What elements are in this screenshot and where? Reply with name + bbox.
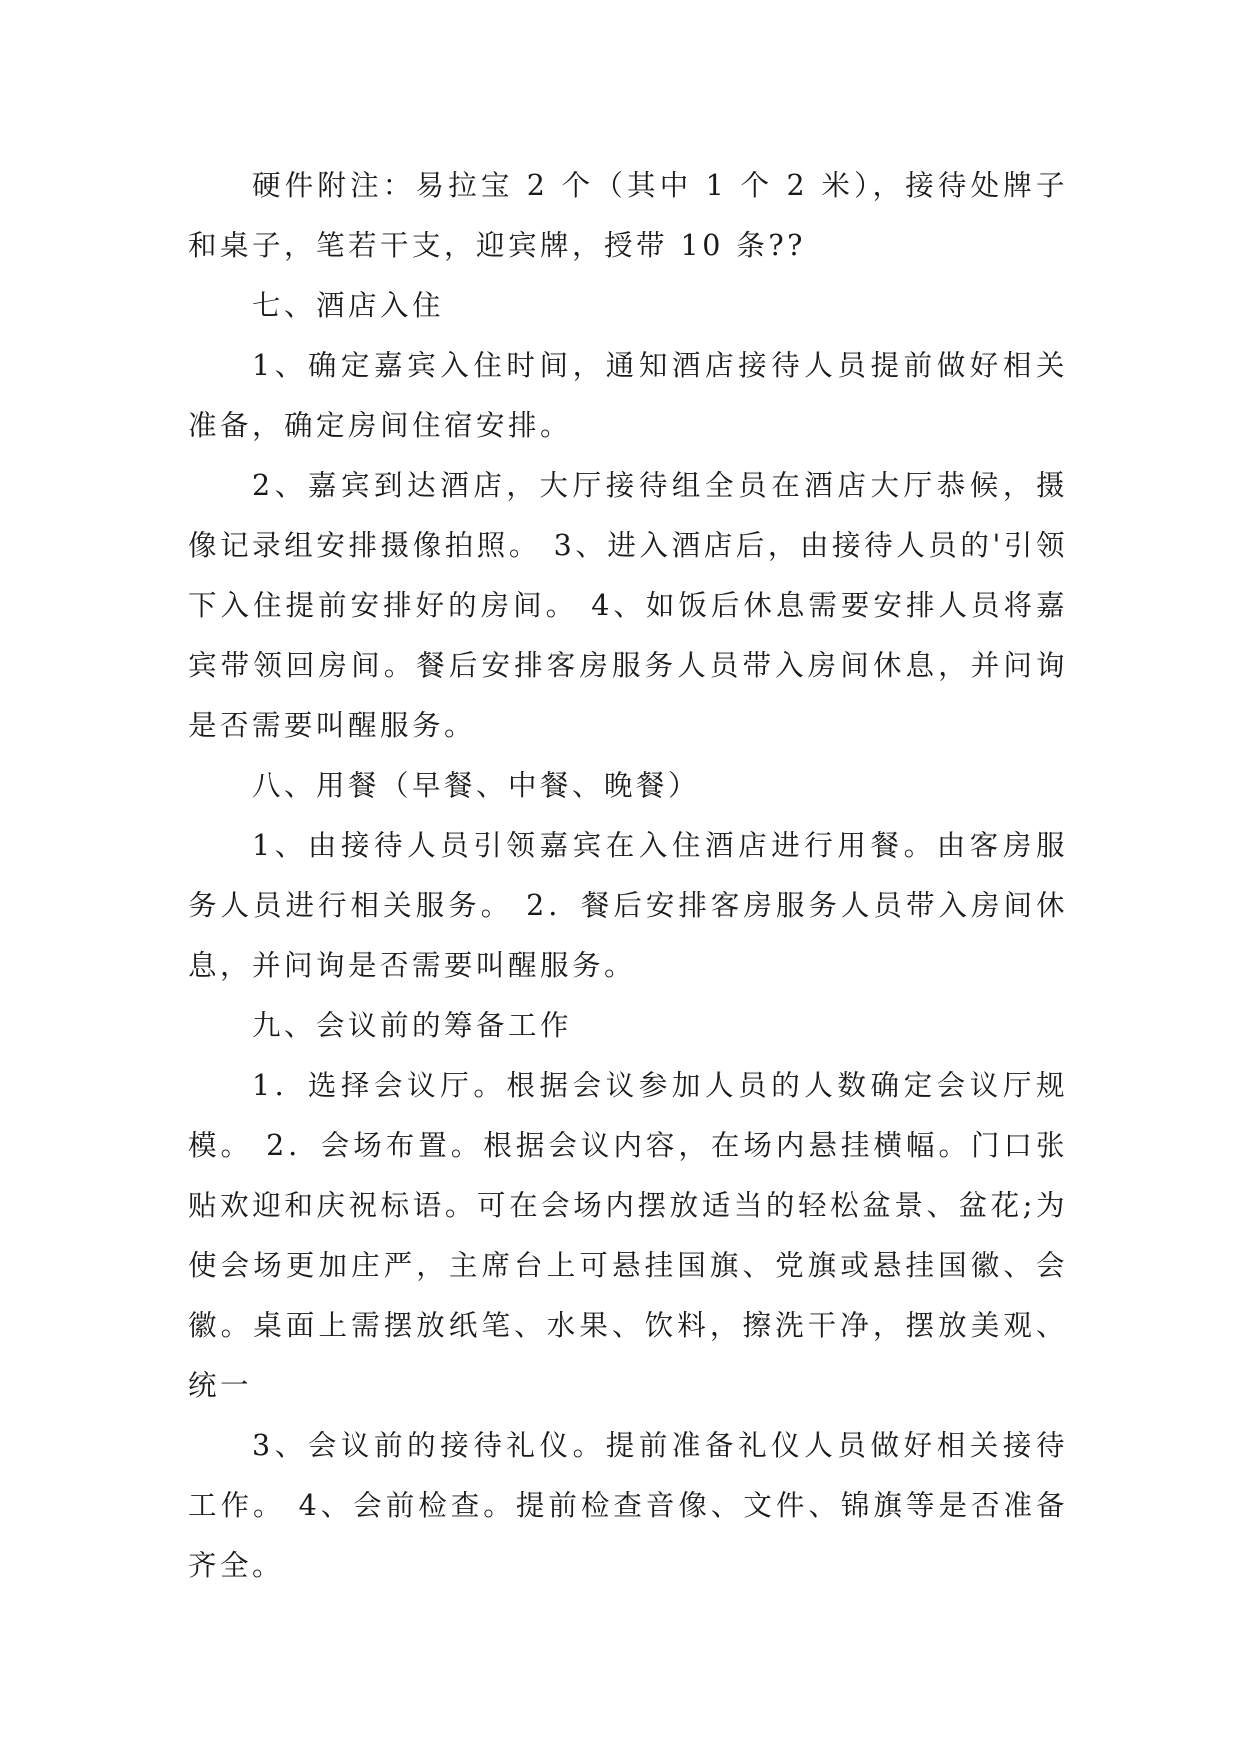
section-heading-hotel-checkin: 七、酒店入住 xyxy=(252,289,445,322)
meeting-prep-items-3-4: 3、会议前的接待礼仪。提前准备礼仪人员做好相关接待工作。 4、会前检查。提前检查音像、文件、锦旗等是否准备齐全。 xyxy=(188,1429,1068,1582)
dining-items: 1、由接待人员引领嘉宾在入住酒店进行用餐。由客房服务人员进行相关服务。 2．餐后安排客房服务人员带入房间休息，并问询是否需要叫醒服务。 xyxy=(188,829,1068,982)
meeting-prep-items-1-2: 1．选择会议厅。根据会议参加人员的人数确定会议厅规模。 2．会场布置。根据会议内容，在场内悬挂横幅。门口张贴欢迎和庆祝标语。可在会场内摆放适当的轻松盆景、盆花;为使会场更加庄严，主席台上可悬挂国旗、党旗或悬挂国徽、会徽。桌面上需摆放纸笔、水果、饮料，擦洗干净，摆放美观、统一 xyxy=(188,1069,1068,1402)
hotel-checkin-item-2-4: 2、嘉宾到达酒店，大厅接待组全员在酒店大厅恭候，摄像记录组安排摄像拍照。 3、进入酒店后，由接待人员的'引领下入住提前安排好的房间。 4、如饭后休息需要安排人员将嘉宾带领回房间。餐后安排客房服务人员带入房间休息，并问询是否需要叫醒服务。 xyxy=(188,469,1068,742)
hotel-checkin-item-1: 1、确定嘉宾入住时间，通知酒店接待人员提前做好相关准备，确定房间住宿安排。 xyxy=(188,349,1068,442)
document-body xyxy=(188,156,1068,1596)
section-heading-meeting-prep: 九、会议前的筹备工作 xyxy=(252,1009,573,1042)
section-heading-dining: 八、用餐（早餐、中餐、晚餐） xyxy=(252,769,701,802)
hardware-note-paragraph: 硬件附注：易拉宝 2 个（其中 1 个 2 米），接待处牌子和桌子，笔若干支，迎宾牌，授带 10 条?? xyxy=(188,169,1068,262)
